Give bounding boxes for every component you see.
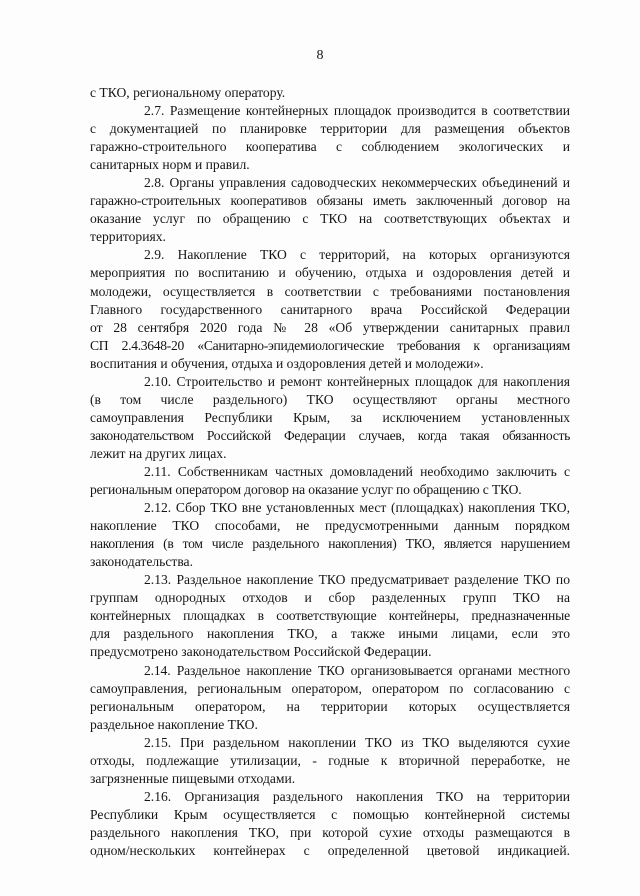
- text-line: санитарных норм и правил.: [90, 157, 250, 173]
- paragraph-continuation: [90, 84, 570, 102]
- text-line: гаражно-строительных кооперативов обязаны иметь заключенный договор на: [90, 193, 570, 209]
- paragraph-2-10: [90, 373, 570, 463]
- text-line: Республики Крым осуществляется с помощью контейнерной системы: [90, 806, 570, 822]
- text-line: самоуправления, региональным оператором, оператором по согласованию с: [90, 680, 570, 696]
- text-line: Главного государственного санитарного врача Российской Федерации: [90, 301, 570, 317]
- text-line: региональным оператором договор на оказание услуг по обращению с ТКО.: [90, 482, 522, 498]
- paragraph-2-7: [90, 102, 570, 174]
- text-line: законодательства.: [90, 554, 193, 570]
- text-line: воспитания и обучения, отдыха и оздоровления детей и молодежи».: [90, 355, 484, 371]
- paragraph-2-8: [90, 174, 570, 246]
- text-line: мероприятия по воспитанию и обучению, отдыха и оздоровления детей и: [90, 265, 570, 281]
- paragraph-2-15: [90, 734, 570, 788]
- text-line: (в том числе раздельного) ТКО осуществляют органы местного: [90, 391, 570, 407]
- text-line: с документацией по планировке территории для размещения объектов: [90, 121, 570, 137]
- text-line: накопления (в том числе раздельного накопления) ТКО, является нарушением: [90, 536, 570, 552]
- text-line: раздельное накопление ТКО.: [90, 716, 258, 732]
- text-line: самоуправления Республики Крым, за исключением установленных: [90, 409, 570, 425]
- text-line: 2.16. Организация раздельного накопления ТКО на территории: [144, 788, 570, 804]
- paragraph-2-12: [90, 499, 570, 571]
- text-line: гаражно-строительного кооператива с соблюдением экологических и: [90, 139, 570, 155]
- text-line: оказание услуг по обращению с ТКО на соответствующих объектах и: [90, 211, 570, 227]
- paragraph-2-11: [90, 463, 570, 499]
- text-line: 2.9. Накопление ТКО с территорий, на которых организуются: [144, 247, 570, 263]
- paragraph-2-16: [90, 788, 570, 860]
- text-line: загрязненные пищевыми отходами.: [90, 770, 296, 786]
- text-line: от 28 сентября 2020 года № 28 «Об утверждении санитарных правил: [90, 319, 570, 335]
- text-line: 2.11. Собственникам частных домовладений необходимо заключить с: [144, 463, 570, 479]
- document-body: [90, 84, 570, 860]
- text-line: 2.7. Размещение контейнерных площадок производится в соответствии: [144, 103, 570, 119]
- text-line: отходы, подлежащие утилизации, - годные к вторичной переработке, не: [90, 752, 570, 768]
- text-line: одном/нескольких контейнерах с определенной цветовой индикацией.: [90, 842, 570, 858]
- text-line: 2.12. Сбор ТКО вне установленных мест (площадках) накопления ТКО,: [144, 500, 570, 516]
- page-number: 8: [316, 48, 324, 63]
- paragraph-2-14: [90, 662, 570, 734]
- text-line: законодательством Российской Федерации случаев, когда такая обязанность: [90, 427, 570, 443]
- text-line: предусмотрено законодательством Российской Федерации.: [90, 644, 432, 660]
- text-line: СП 2.4.3648-20 «Санитарно-эпидемиологические требования к организациям: [90, 337, 570, 353]
- paragraph-2-13: [90, 571, 570, 661]
- text-line: молодежи, осуществляется в соответствии с требованиями постановления: [90, 283, 570, 299]
- text-line: 2.8. Органы управления садоводческих некоммерческих объединений и: [144, 175, 570, 191]
- text-line: 2.10. Строительство и ремонт контейнерных площадок для накопления: [144, 373, 570, 389]
- text-line: лежит на других лицах.: [90, 445, 227, 461]
- text-line: контейнерных площадках в соответствующие контейнеры, предназначенные: [90, 608, 570, 624]
- text-line: для раздельного накопления ТКО, а также иными лицами, если это: [90, 626, 570, 642]
- text-line: 2.15. При раздельном накоплении ТКО из ТКО выделяются сухие: [144, 734, 570, 750]
- paragraph-2-9: [90, 246, 570, 372]
- text-line: накопление ТКО способами, не предусмотренными данным порядком: [90, 518, 570, 534]
- text-line: раздельного накопления ТКО, при которой сухие отходы размещаются в: [90, 824, 570, 840]
- text-line: региональным оператором, на территории которых осуществляется: [90, 698, 570, 714]
- text-line: 2.13. Раздельное накопление ТКО предусматривает разделение ТКО по: [144, 572, 570, 588]
- text-line: группам однородных отходов и сбор разделенных групп ТКО на: [90, 590, 570, 606]
- text-line: с ТКО, региональному оператору.: [90, 85, 286, 100]
- text-line: 2.14. Раздельное накопление ТКО организовывается органами местного: [144, 662, 570, 678]
- text-line: территориях.: [90, 229, 166, 245]
